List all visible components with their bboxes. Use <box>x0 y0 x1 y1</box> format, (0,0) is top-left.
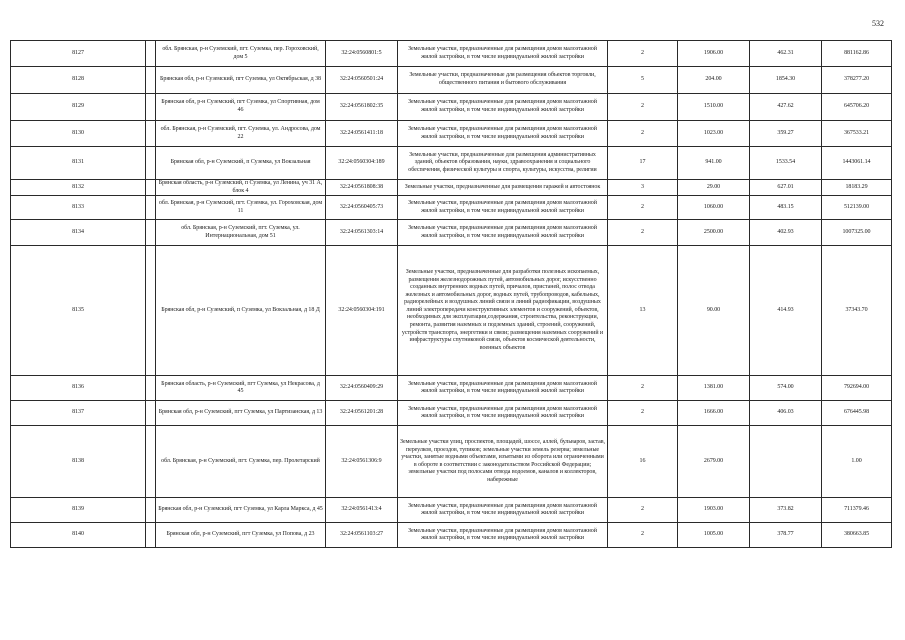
area-cell: 1381.00 <box>678 376 750 401</box>
land-use-cell: Земельные участки, предназначенные для размещения домов малоэтажной жилой застройки, в том числе индивидуальной жилой застройки <box>398 94 608 121</box>
blank-cell <box>146 147 156 180</box>
cadastral-number-cell: 32:24:0561808:38 <box>326 180 398 196</box>
group-cell: 2 <box>608 94 678 121</box>
specific-value-cell: 373.82 <box>750 498 822 523</box>
area-cell: 1060.00 <box>678 196 750 220</box>
table-body <box>11 41 892 548</box>
group-cell: 5 <box>608 67 678 94</box>
specific-value-cell: 402.93 <box>750 220 822 246</box>
row-number: 8133 <box>11 196 146 220</box>
cadastral-number-cell: 32:24:0560304:191 <box>326 246 398 376</box>
specific-value-cell: 378.77 <box>750 523 822 548</box>
group-cell: 2 <box>608 196 678 220</box>
address-cell: Брянская область, р-н Суземский, п Суземка, ул Ленина, уч 31 А, блок 4 <box>156 180 326 196</box>
specific-value-cell: 414.93 <box>750 246 822 376</box>
row-number: 8131 <box>11 147 146 180</box>
cadastral-number-cell: 32:24:0561411:18 <box>326 121 398 147</box>
cadastral-number-cell: 32:24:0561201:28 <box>326 401 398 426</box>
specific-value-cell: 462.31 <box>750 41 822 67</box>
row-number: 8136 <box>11 376 146 401</box>
specific-value-cell: 627.01 <box>750 180 822 196</box>
table-row <box>11 67 892 94</box>
table-row <box>11 94 892 121</box>
land-use-cell: Земельные участки, предназначенные для размещения домов малоэтажной жилой застройки, в том числе индивидуальной жилой застройки <box>398 523 608 548</box>
specific-value-cell: 359.27 <box>750 121 822 147</box>
row-number: 8139 <box>11 498 146 523</box>
specific-value-cell: 427.62 <box>750 94 822 121</box>
area-cell: 2679.00 <box>678 426 750 498</box>
land-use-cell: Земельные участки улиц, проспектов, площадей, шоссе, аллей, бульваров, застав, переулков, проездов, тупиков; земельные участки земель резерва; земельные участки, занятые водными объектами, изъятыми из оборота или ограниченными в обороте в соответствии с законодательством Российской Федерации; земельные участки под полосами отвода водоемов, каналов и коллекторов, набережные <box>398 426 608 498</box>
blank-cell <box>146 498 156 523</box>
page-number: 532 <box>872 19 884 28</box>
row-number: 8127 <box>11 41 146 67</box>
row-number: 8128 <box>11 67 146 94</box>
table-row <box>11 220 892 246</box>
table-row <box>11 121 892 147</box>
land-use-cell: Земельные участки, предназначенные для размещения домов малоэтажной жилой застройки, в том числе индивидуальной жилой застройки <box>398 376 608 401</box>
group-cell: 16 <box>608 426 678 498</box>
land-use-cell: Земельные участки, предназначенные для размещения домов малоэтажной жилой застройки, в том числе индивидуальной жилой застройки <box>398 196 608 220</box>
land-use-cell: Земельные участки, предназначенные для разработки полезных ископаемых, размещения железнодорожных путей, автомобильных дорог, искусственно созданных внутренних водных путей, причалов, пристаней, полос отвода железных и автомобильных дорог, водных путей, трубопроводов, кабельных, радиорелейных и воздушных линий связи и линий радиофикации, воздушных линий электропередачи конструктивных элементов и сооружений, объектов, необходимых для эксплуатации,содержания, строительства, реконструкции, ремонта, развития наземных и подземных зданий, строений, сооружений, устройств транспорта, энергетики и связи; размещения наземных сооружений и инфраструктуры спутниковой связи, объектов космической деятельности, военных объектов <box>398 246 608 376</box>
address-cell: обл. Брянская, р-н Суземский, пгт. Суземка, пер. Пролетарский <box>156 426 326 498</box>
group-cell: 3 <box>608 180 678 196</box>
specific-value-cell: 406.03 <box>750 401 822 426</box>
cadastral-number-cell: 32:24:0560801:5 <box>326 41 398 67</box>
row-number: 8134 <box>11 220 146 246</box>
land-use-cell: Земельные участки, предназначенные для размещения домов малоэтажной жилой застройки, в том числе индивидуальной жилой застройки <box>398 41 608 67</box>
area-cell: 29.00 <box>678 180 750 196</box>
land-use-cell: Земельные участки, предназначенные для размещения домов малоэтажной жилой застройки, в том числе индивидуальной жилой застройки <box>398 121 608 147</box>
table-row <box>11 426 892 498</box>
address-cell: обл. Брянская, р-н Суземский, пгт. Суземка, ул. Интернациональная, дом 51 <box>156 220 326 246</box>
address-cell: Брянская обл, р-н Суземский, пгт Суземка, ул Попова, д 23 <box>156 523 326 548</box>
land-use-cell: Земельные участки, предназначенные для размещения домов малоэтажной жилой застройки, в том числе индивидуальной жилой застройки <box>398 220 608 246</box>
cadastral-cost-cell: 881162.86 <box>822 41 892 67</box>
address-cell: Брянская обл, р-н Суземский, п Суземка, ул Вокзальная, д 18 Д <box>156 246 326 376</box>
specific-value-cell: 1533.54 <box>750 147 822 180</box>
address-cell: Брянская обл, р-н Суземский, пгт Суземка, ул Спортивная, дом 46 <box>156 94 326 121</box>
table-row <box>11 376 892 401</box>
cadastral-cost-cell: 18183.29 <box>822 180 892 196</box>
row-number: 8138 <box>11 426 146 498</box>
row-number: 8135 <box>11 246 146 376</box>
blank-cell <box>146 94 156 121</box>
cadastral-cost-cell: 367533.21 <box>822 121 892 147</box>
group-cell: 17 <box>608 147 678 180</box>
area-cell: 90.00 <box>678 246 750 376</box>
row-number: 8137 <box>11 401 146 426</box>
table-row <box>11 196 892 220</box>
blank-cell <box>146 523 156 548</box>
area-cell: 1906.00 <box>678 41 750 67</box>
blank-cell <box>146 246 156 376</box>
cadastral-number-cell: 32:24:0561413:4 <box>326 498 398 523</box>
area-cell: 2500.00 <box>678 220 750 246</box>
group-cell: 2 <box>608 121 678 147</box>
blank-cell <box>146 121 156 147</box>
area-cell: 1666.00 <box>678 401 750 426</box>
cadastral-cost-cell: 676445.98 <box>822 401 892 426</box>
address-cell: Брянская обл, р-н Суземский, пгт Суземка, ул Карла Маркса, д 45 <box>156 498 326 523</box>
address-cell: обл. Брянская, р-н Суземский, пгт. Суземка, ул. Гороховская, дом 11 <box>156 196 326 220</box>
row-number: 8132 <box>11 180 146 196</box>
cadastral-cost-cell: 380663.85 <box>822 523 892 548</box>
table-row <box>11 41 892 67</box>
blank-cell <box>146 67 156 94</box>
row-number: 8129 <box>11 94 146 121</box>
group-cell: 2 <box>608 376 678 401</box>
group-cell: 2 <box>608 220 678 246</box>
blank-cell <box>146 401 156 426</box>
cadastral-cost-cell: 645706.20 <box>822 94 892 121</box>
cadastral-cost-cell: 711379.46 <box>822 498 892 523</box>
group-cell: 2 <box>608 523 678 548</box>
cadastral-number-cell: 32:24:0560409:29 <box>326 376 398 401</box>
group-cell: 2 <box>608 498 678 523</box>
area-cell: 204.00 <box>678 67 750 94</box>
cadastral-number-cell: 32:24:0561303:14 <box>326 220 398 246</box>
table-row <box>11 246 892 376</box>
specific-value-cell: 574.00 <box>750 376 822 401</box>
blank-cell <box>146 220 156 246</box>
cadastral-cost-cell: 1443061.14 <box>822 147 892 180</box>
table-row <box>11 147 892 180</box>
area-cell: 1023.00 <box>678 121 750 147</box>
cadastral-cost-cell: 792694.00 <box>822 376 892 401</box>
blank-cell <box>146 376 156 401</box>
blank-cell <box>146 180 156 196</box>
cadastral-cost-cell: 1007325.00 <box>822 220 892 246</box>
land-use-cell: Земельные участки, предназначенные для размещения гаражей и автостоянок <box>398 180 608 196</box>
cadastral-number-cell: 32:24:0560501:24 <box>326 67 398 94</box>
address-cell: обл. Брянская, р-н Суземский, пгт. Суземка, пер. Гороховский, дом 5 <box>156 41 326 67</box>
cadastral-cost-cell: 1.00 <box>822 426 892 498</box>
land-use-cell: Земельные участки, предназначенные для размещения объектов торговли, общественного питания и бытового обслуживания <box>398 67 608 94</box>
land-use-cell: Земельные участки, предназначенные для размещения административных зданий, объектов образования, науки, здравоохранения и социального обеспечения, физической культуры и спорта, культуры, искусства, религии <box>398 147 608 180</box>
cadastral-cost-cell: 512139.00 <box>822 196 892 220</box>
cadastral-number-cell: 32:24:0561802:35 <box>326 94 398 121</box>
area-cell: 1005.00 <box>678 523 750 548</box>
blank-cell <box>146 426 156 498</box>
cadastral-number-cell: 32:24:0561103:27 <box>326 523 398 548</box>
group-cell: 2 <box>608 41 678 67</box>
table-row <box>11 401 892 426</box>
address-cell: Брянская обл, р-н Суземский, пгт Суземка, ул Партизанская, д 13 <box>156 401 326 426</box>
blank-cell <box>146 41 156 67</box>
area-cell: 1510.00 <box>678 94 750 121</box>
address-cell: Брянская обл, р-н Суземский, п Суземка, ул Вокзальная <box>156 147 326 180</box>
cadastral-number-cell: 32:24:0561306:9 <box>326 426 398 498</box>
address-cell: обл. Брянская, р-н Суземский, пгт. Суземка, ул. Андросова, дом 22 <box>156 121 326 147</box>
blank-cell <box>146 196 156 220</box>
address-cell: Брянская обл, р-н Суземский, пгт Суземка, ул Октябрьская, д 38 <box>156 67 326 94</box>
row-number: 8140 <box>11 523 146 548</box>
table-row <box>11 498 892 523</box>
row-number: 8130 <box>11 121 146 147</box>
area-cell: 1903.00 <box>678 498 750 523</box>
specific-value-cell <box>750 426 822 498</box>
cadastral-cost-cell: 378277.20 <box>822 67 892 94</box>
table-row <box>11 180 892 196</box>
land-use-cell: Земельные участки, предназначенные для размещения домов малоэтажной жилой застройки, в том числе индивидуальной жилой застройки <box>398 401 608 426</box>
cadastral-value-table <box>10 40 892 548</box>
cadastral-number-cell: 32:24:0560304:189 <box>326 147 398 180</box>
table-row <box>11 523 892 548</box>
cadastral-number-cell: 32:24:0560405:73 <box>326 196 398 220</box>
group-cell: 13 <box>608 246 678 376</box>
land-use-cell: Земельные участки, предназначенные для размещения домов малоэтажной жилой застройки, в том числе индивидуальной жилой застройки <box>398 498 608 523</box>
address-cell: Брянская область, р-н Суземский, пгт Суземка, ул Некрасова, д 45 <box>156 376 326 401</box>
area-cell: 941.00 <box>678 147 750 180</box>
specific-value-cell: 483.15 <box>750 196 822 220</box>
cadastral-cost-cell: 37343.70 <box>822 246 892 376</box>
group-cell: 2 <box>608 401 678 426</box>
specific-value-cell: 1854.30 <box>750 67 822 94</box>
